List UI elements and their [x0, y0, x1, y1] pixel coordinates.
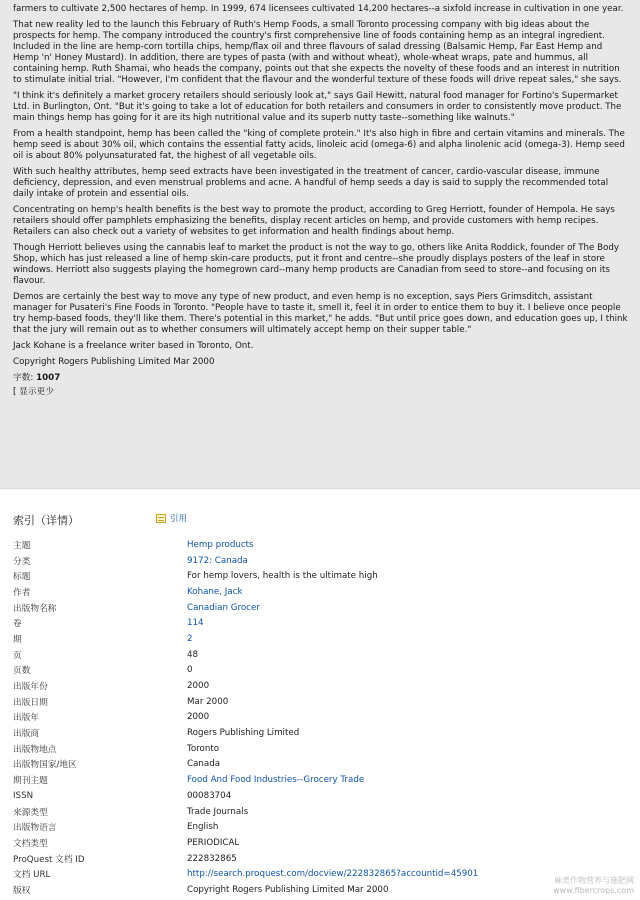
index-row: [13, 882, 628, 898]
index-row-value-link[interactable]: Food And Food Industries--Grocery Trade: [187, 775, 365, 786]
article-paragraph: Jack Kohane is a freelance writer based in Toronto, Ont.: [13, 341, 254, 351]
index-row: [13, 678, 628, 694]
index-row: [13, 772, 628, 788]
index-row-label: 出版年: [13, 713, 40, 724]
index-row-label: ProQuest 文档 ID: [13, 854, 85, 865]
index-row: [13, 537, 628, 553]
index-row-value: 0: [187, 665, 193, 676]
index-row-value: 2000: [187, 712, 210, 723]
article-paragraph: That new reality led to the launch this February of Ruth's Hemp Foods, a small Toronto processing company with big ideas about the prospects for hemp. The company introduced the country's first comprehensive line of foods containing hemp as an integral ingredient. Included in the line are hemp-corn tortilla chips, hemp/flax oil and three flavours of salad dressing (Balsamic Hemp, Far East Hemp and Hemp 'n' Honey Mustard). In addition, there are types of pasta (with and without wheat), whole-wheat wraps, pate and hummus, all containing hemp. Ruth Shamai, who heads the company, points out that she expects the novelty of these foods and an interest in nutrition to stimulate initial trial. "However, I'm confident that the flavour and the wonderful texture of these foods will drive repeat sales," she says.: [13, 20, 622, 85]
index-row-label: 出版物地点: [13, 744, 57, 755]
index-row-value: Trade Journals: [187, 806, 249, 817]
index-row-value: For hemp lovers, health is the ultimate high: [187, 571, 378, 582]
index-row-value: Toronto: [187, 743, 220, 754]
article-paragraph: From a health standpoint, hemp has been called the "king of complete protein." It's also high in fibre and certain vitamins and minerals. The hemp seed is about 30% oil, which contains the essential fatty acids, linoleic acid (omega-6) and alpha linolenic acid (omega-3). Hemp seed oil is about 80% polyunsaturated fat, the highest of all vegetable oils.: [13, 129, 625, 161]
index-row-label: 出版物名称: [13, 603, 57, 614]
index-row-label: 出版物语言: [13, 823, 57, 834]
index-row-label: 主题: [13, 540, 31, 551]
index-row-label: 来源类型: [13, 807, 48, 818]
index-row: [13, 568, 628, 584]
index-row: [13, 804, 628, 820]
show-less-link[interactable]: 显示更少: [19, 387, 54, 397]
index-row-value: 2000: [187, 681, 210, 692]
index-table: [13, 537, 628, 898]
index-row-value: Mar 2000: [187, 696, 229, 707]
index-row: [13, 725, 628, 741]
article-paragraph: Though Herriott believes using the cannabis leaf to market the product is not the way to go, others like Anita Roddick, founder of The Body Shop, which has just released a line of hemp skin-care products, put it front and centre--she proudly displays posters of the leaf in store windows. Herriott also suggests playing the homegrown card--many hemp products are Canadian from seed to store--and focusing on its flavour.: [13, 243, 620, 286]
index-row-value: PERIODICAL: [187, 837, 240, 848]
index-row-label: 标题: [13, 572, 31, 583]
index-row-value: 00083704: [187, 790, 232, 801]
watermark-line: 麻类作物营养与施肥网: [554, 876, 634, 885]
article-paragraph: "I think it's definitely a market grocery retailers should seriously look at," says Gail Hewitt, natural food manager for Fortino's Supermarket Ltd. in Burlington, Ont. "But it's going to take a lot of education for both retailers and consumers in order to consistently move product. The main things hemp has going for it are its high nutritional value and its superb nutty taste--something like walnuts.": [13, 91, 622, 123]
index-row-label: 页: [13, 650, 22, 661]
index-row: [13, 757, 628, 773]
index-row: [13, 866, 628, 882]
index-row-label: 分类: [13, 556, 31, 567]
index-row: [13, 647, 628, 663]
index-row-label: 期刊主题: [13, 776, 48, 787]
index-row-value: 48: [187, 649, 199, 660]
index-row: [13, 835, 628, 851]
watermark-url: www.fibercrops.com: [553, 886, 634, 895]
cite-label[interactable]: 引用: [170, 514, 188, 524]
word-count: [13, 373, 628, 384]
section-divider: [0, 488, 640, 497]
article-paragraph: Demos are certainly the best way to move any type of new product, and even hemp is no exception, says Piers Grimsditch, assistant manager for Pusateri's Fine Foods in Toronto. "People have to taste it, smell it, feel it in order to entice them to buy it. I believe once people try hemp-based foods, they'll like them. There's potential in this market," he adds. "But until price goes down, and education goes up, I think that the jury will remain out as to whether consumers will ultimately accept hemp on their supper table.": [13, 292, 628, 335]
index-row: [13, 584, 628, 600]
index-row: [13, 553, 628, 569]
cite-icon: [156, 514, 166, 523]
word-count-label: 字数:: [13, 373, 34, 383]
index-row-value-link[interactable]: 9172: Canada: [187, 555, 248, 566]
index-row-label: 文档 URL: [13, 870, 51, 881]
word-count-value: 1007: [36, 373, 61, 383]
cite-button[interactable]: [156, 512, 187, 524]
index-row: [13, 788, 628, 804]
index-row: [13, 819, 628, 835]
index-row-label: 出版商: [13, 729, 40, 740]
article-paragraph: With such healthy attributes, hemp seed extracts have been investigated in the treatment of cancer, cardio-vascular disease, immune deficiency, depression, and even menstrual problems and acne. A handful of hemp seeds a day is said to supply the recommended total daily intake of protein and essential oils.: [13, 167, 609, 199]
index-row: [13, 615, 628, 631]
index-row-label: ISSN: [13, 790, 34, 801]
article-paragraph: Concentrating on hemp's health benefits is the best way to promote the product, according to Greg Herriott, founder of Hempola. He says retailers should offer pamphlets emphasizing the benefits, display recent articles on hemp, and provide customers with hemp recipes. Retailers can also check out a variety of websites to get information and health findings about hemp.: [13, 205, 615, 237]
index-row-value: Canada: [187, 759, 221, 770]
index-row: [13, 631, 628, 647]
index-row-label: 出版物国家/地区: [13, 760, 77, 771]
index-row-label: 出版年份: [13, 682, 48, 693]
index-row-label: 出版日期: [13, 697, 48, 708]
index-row-value: 222832865: [187, 853, 237, 864]
index-row: [13, 600, 628, 616]
index-row-value-link[interactable]: 114: [187, 618, 204, 629]
index-row-label: 卷: [13, 619, 22, 630]
index-row-label: 页数: [13, 666, 31, 677]
article-paragraph: farmers to cultivate 2,500 hectares of hemp. In 1999, 674 licensees cultivated 14,200 hectares--a sixfold increase in cultivation in one year.: [13, 4, 624, 14]
article-copyright: Copyright Rogers Publishing Limited Mar 2000: [13, 357, 215, 367]
index-row-label: 版权: [13, 885, 31, 896]
index-header: [13, 512, 613, 530]
index-row-value-link[interactable]: Hemp products: [187, 539, 254, 550]
index-row-label: 文档类型: [13, 838, 48, 849]
index-row: [13, 663, 628, 679]
index-row-value: Rogers Publishing Limited: [187, 728, 300, 739]
watermark: [553, 876, 634, 896]
index-row: [13, 741, 628, 757]
index-row-value-link[interactable]: Kohane, Jack: [187, 586, 243, 597]
index-row-value-link[interactable]: 2: [187, 633, 193, 644]
show-less-toggle[interactable]: [ 显示更少: [13, 387, 54, 397]
index-title: 索引（详情）: [13, 514, 79, 527]
index-row-label: 期: [13, 634, 22, 645]
index-row-label: 作者: [13, 587, 31, 598]
index-row: [13, 851, 628, 867]
index-row: [13, 694, 628, 710]
index-row-value: Copyright Rogers Publishing Limited Mar 2000: [187, 884, 389, 895]
index-row-value-link[interactable]: http://search.proquest.com/docview/222832865?accountid=45901: [187, 869, 479, 880]
index-row: [13, 710, 628, 726]
index-row-value: English: [187, 822, 219, 833]
index-row-value-link[interactable]: Canadian Grocer: [187, 602, 260, 613]
